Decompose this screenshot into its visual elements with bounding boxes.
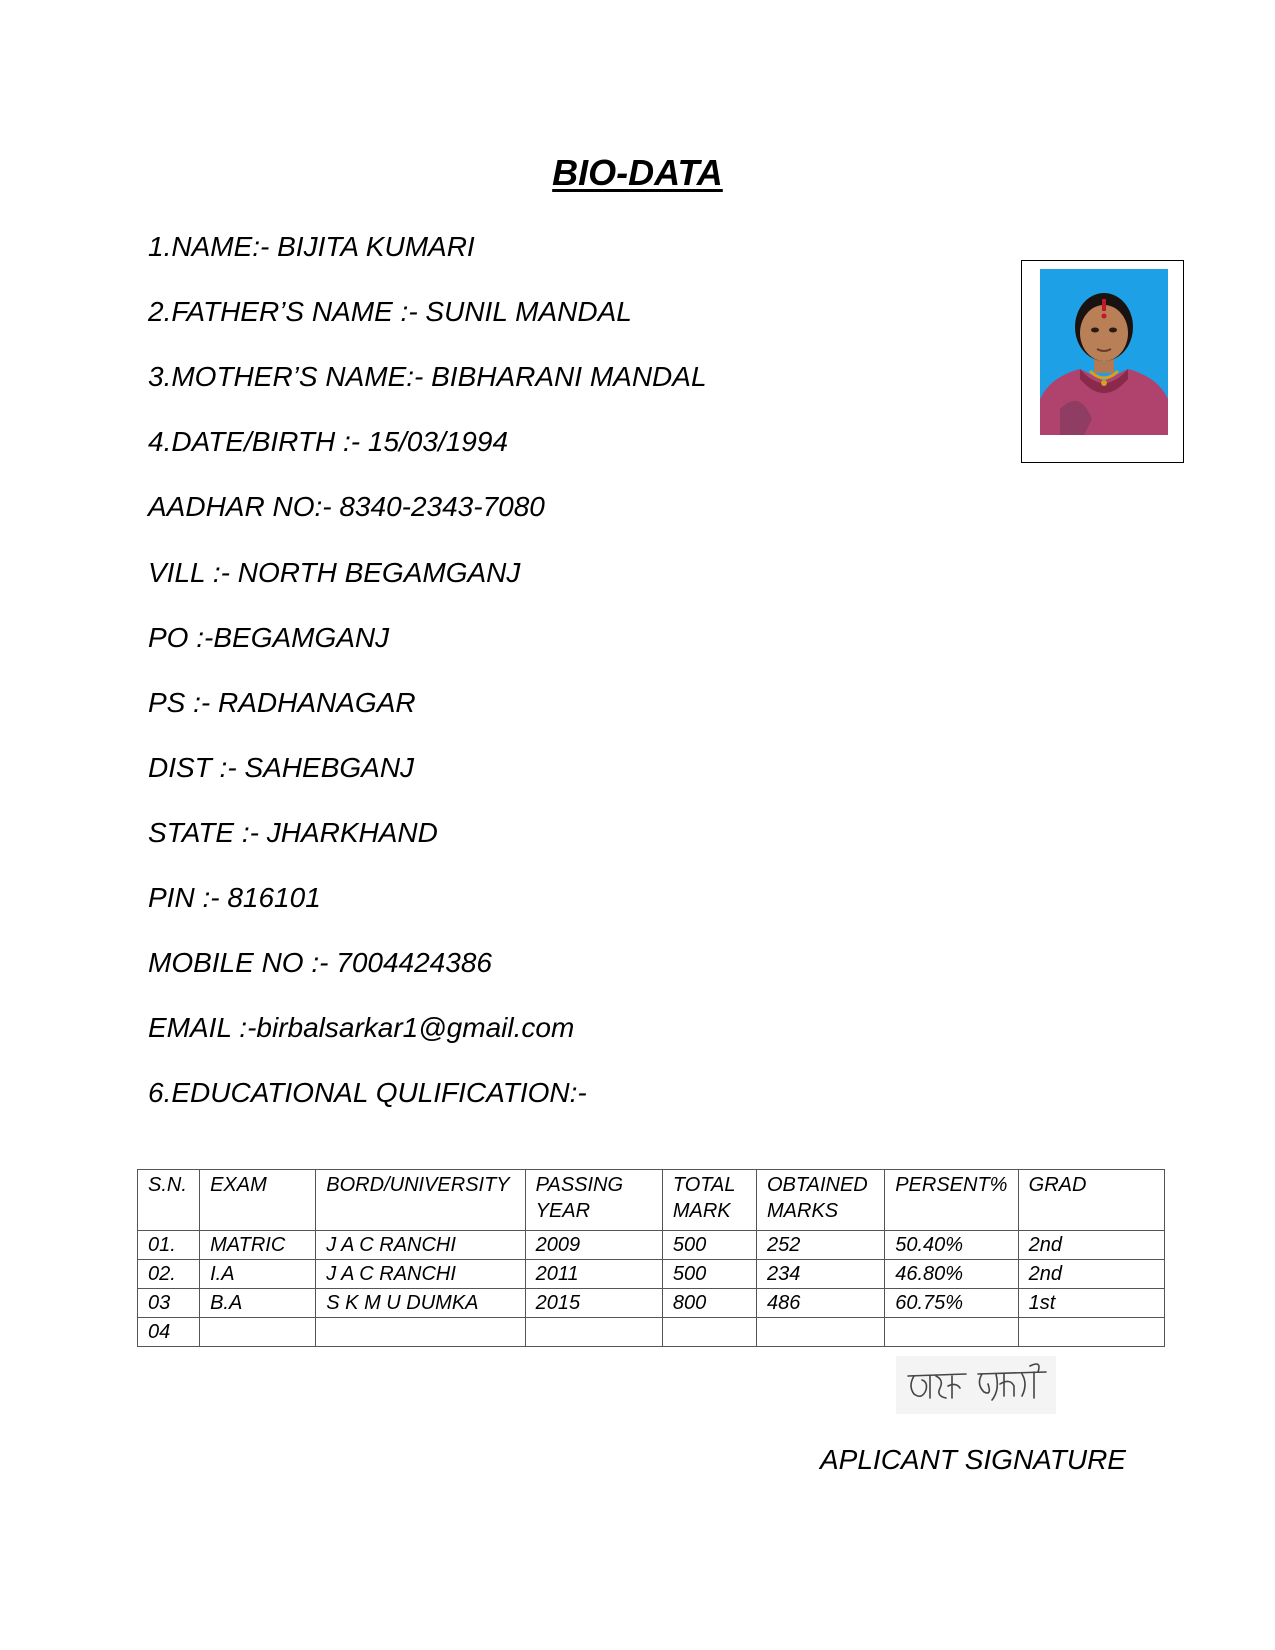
cell-exam: MATRIC	[200, 1231, 316, 1260]
pin-field: PIN :- 816101	[148, 882, 321, 913]
cell-percent: 46.80%	[885, 1260, 1018, 1289]
cell-year: 2011	[525, 1260, 662, 1289]
cell-board	[316, 1318, 525, 1347]
cell-sn: 04	[138, 1318, 200, 1347]
email-field: EMAIL :-birbalsarkar1@gmail.com	[148, 1012, 575, 1043]
cell-percent	[885, 1318, 1018, 1347]
cell-obtained: 252	[757, 1231, 885, 1260]
header-obtained-marks: OBTAINED MARKS	[757, 1170, 885, 1231]
portrait-image	[1040, 269, 1168, 435]
header-board: BORD/UNIVERSITY	[316, 1170, 525, 1231]
cell-percent: 50.40%	[885, 1231, 1018, 1260]
cell-board: S K M U DUMKA	[316, 1289, 525, 1318]
state-field: STATE :- JHARKHAND	[148, 817, 438, 848]
cell-sn: 03	[138, 1289, 200, 1318]
header-grade: GRAD	[1018, 1170, 1164, 1231]
cell-obtained: 234	[757, 1260, 885, 1289]
cell-obtained: 486	[757, 1289, 885, 1318]
cell-exam: I.A	[200, 1260, 316, 1289]
cell-sn: 02.	[138, 1260, 200, 1289]
cell-year	[525, 1318, 662, 1347]
cell-exam: B.A	[200, 1289, 316, 1318]
page-title: BIO-DATA	[552, 152, 723, 193]
cell-grade: 2nd	[1018, 1231, 1164, 1260]
header-passing-year: PASSING YEAR	[525, 1170, 662, 1231]
education-heading: 6.EDUCATIONAL QULIFICATION:-	[148, 1077, 587, 1108]
mother-name-field: 3.MOTHER’S NAME:- BIBHARANI MANDAL	[148, 361, 707, 392]
name-field: 1.NAME:- BIJITA KUMARI	[148, 231, 475, 262]
cell-total	[662, 1318, 756, 1347]
post-office-field: PO :-BEGAMGANJ	[148, 622, 390, 653]
father-name-field: 2.FATHER’S NAME :- SUNIL MANDAL	[148, 296, 632, 327]
cell-obtained	[757, 1318, 885, 1347]
district-field: DIST :- SAHEBGANJ	[148, 752, 415, 783]
applicant-photo	[1021, 260, 1184, 463]
cell-board: J A C RANCHI	[316, 1231, 525, 1260]
table-row	[138, 1289, 1165, 1318]
cell-exam	[200, 1318, 316, 1347]
table-row	[138, 1260, 1165, 1289]
cell-total: 500	[662, 1231, 756, 1260]
signature-label: APLICANT SIGNATURE	[820, 1444, 1126, 1475]
table-header-row	[138, 1170, 1165, 1231]
table-row	[138, 1318, 1165, 1347]
table-row	[138, 1231, 1165, 1260]
cell-percent: 60.75%	[885, 1289, 1018, 1318]
cell-board: J A C RANCHI	[316, 1260, 525, 1289]
date-of-birth-field: 4.DATE/BIRTH :- 15/03/1994	[148, 426, 509, 457]
header-percent: PERSENT%	[885, 1170, 1018, 1231]
police-station-field: PS :- RADHANAGAR	[148, 687, 416, 718]
cell-sn: 01.	[138, 1231, 200, 1260]
aadhar-field: AADHAR NO:- 8340-2343-7080	[148, 491, 545, 522]
cell-total: 800	[662, 1289, 756, 1318]
header-sn: S.N.	[138, 1170, 200, 1231]
cell-year: 2015	[525, 1289, 662, 1318]
header-exam: EXAM	[200, 1170, 316, 1231]
header-total-mark: TOTAL MARK	[662, 1170, 756, 1231]
education-table	[137, 1169, 1165, 1347]
signature-image	[896, 1356, 1056, 1414]
cell-grade: 1st	[1018, 1289, 1164, 1318]
cell-grade: 2nd	[1018, 1260, 1164, 1289]
cell-total: 500	[662, 1260, 756, 1289]
cell-grade	[1018, 1318, 1164, 1347]
mobile-field: MOBILE NO :- 7004424386	[148, 947, 492, 978]
handwritten-signature	[896, 1356, 1056, 1414]
cell-year: 2009	[525, 1231, 662, 1260]
village-field: VILL :- NORTH BEGAMGANJ	[148, 557, 521, 588]
